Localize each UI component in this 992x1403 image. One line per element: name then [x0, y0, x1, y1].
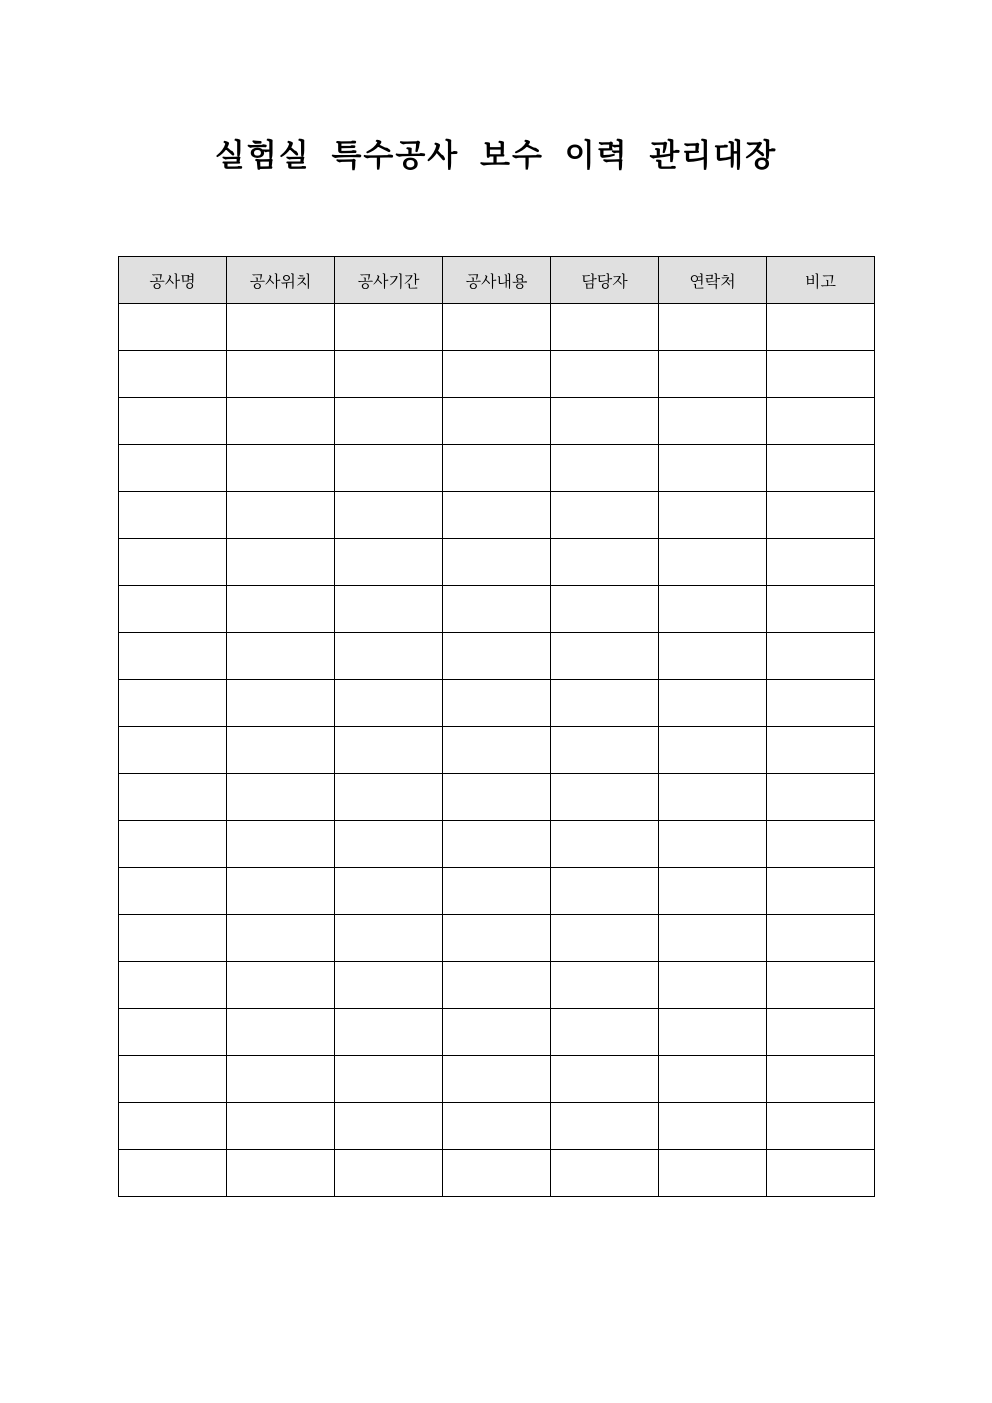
table-cell-remarks[interactable]	[767, 962, 875, 1009]
table-cell-description[interactable]	[443, 304, 551, 351]
table-cell-remarks[interactable]	[767, 1056, 875, 1103]
table-cell-period[interactable]	[335, 1056, 443, 1103]
table-cell-remarks[interactable]	[767, 868, 875, 915]
table-cell-remarks[interactable]	[767, 539, 875, 586]
table-cell-remarks[interactable]	[767, 304, 875, 351]
table-cell-manager[interactable]	[551, 586, 659, 633]
table-cell-contact[interactable]	[659, 868, 767, 915]
table-cell-description[interactable]	[443, 915, 551, 962]
table-cell-contact[interactable]	[659, 1009, 767, 1056]
table-cell-remarks[interactable]	[767, 351, 875, 398]
table-cell-period[interactable]	[335, 445, 443, 492]
table-cell-description[interactable]	[443, 1009, 551, 1056]
table-cell-location[interactable]	[227, 1103, 335, 1150]
table-cell-period[interactable]	[335, 492, 443, 539]
column-header-description: 공사내용	[443, 257, 551, 304]
table-cell-description[interactable]	[443, 680, 551, 727]
table-cell-manager[interactable]	[551, 915, 659, 962]
table-cell-period[interactable]	[335, 1150, 443, 1197]
table-row	[119, 915, 875, 962]
table-cell-construction-name[interactable]	[119, 1009, 227, 1056]
column-header-construction-name: 공사명	[119, 257, 227, 304]
table-cell-manager[interactable]	[551, 962, 659, 1009]
table-cell-location[interactable]	[227, 727, 335, 774]
table-cell-description[interactable]	[443, 586, 551, 633]
table-row	[119, 633, 875, 680]
table-row	[119, 821, 875, 868]
table-cell-construction-name[interactable]	[119, 915, 227, 962]
table-row	[119, 445, 875, 492]
table-cell-construction-name[interactable]	[119, 539, 227, 586]
table-row	[119, 868, 875, 915]
table-body	[119, 304, 875, 1197]
table-cell-construction-name[interactable]	[119, 445, 227, 492]
table-cell-construction-name[interactable]	[119, 586, 227, 633]
table-cell-contact[interactable]	[659, 821, 767, 868]
table-cell-description[interactable]	[443, 445, 551, 492]
table-cell-contact[interactable]	[659, 633, 767, 680]
table-cell-construction-name[interactable]	[119, 492, 227, 539]
table-header-row	[119, 257, 875, 304]
table-cell-location[interactable]	[227, 915, 335, 962]
table-row	[119, 492, 875, 539]
table-cell-manager[interactable]	[551, 868, 659, 915]
table-cell-contact[interactable]	[659, 680, 767, 727]
table-cell-location[interactable]	[227, 1056, 335, 1103]
table-cell-contact[interactable]	[659, 445, 767, 492]
table-cell-contact[interactable]	[659, 492, 767, 539]
table-cell-location[interactable]	[227, 774, 335, 821]
table-cell-contact[interactable]	[659, 774, 767, 821]
table-row	[119, 1150, 875, 1197]
table-cell-description[interactable]	[443, 868, 551, 915]
table-cell-period[interactable]	[335, 398, 443, 445]
table-cell-manager[interactable]	[551, 492, 659, 539]
table-cell-remarks[interactable]	[767, 1103, 875, 1150]
table-cell-manager[interactable]	[551, 445, 659, 492]
table-cell-contact[interactable]	[659, 915, 767, 962]
table-cell-construction-name[interactable]	[119, 868, 227, 915]
column-header-remarks: 비고	[767, 257, 875, 304]
table-cell-period[interactable]	[335, 915, 443, 962]
table-cell-construction-name[interactable]	[119, 304, 227, 351]
table-cell-contact[interactable]	[659, 1150, 767, 1197]
table-row	[119, 304, 875, 351]
table-row	[119, 1056, 875, 1103]
table-cell-description[interactable]	[443, 492, 551, 539]
page-title: 실험실 특수공사 보수 이력 관리대장	[214, 138, 778, 174]
table-cell-location[interactable]	[227, 304, 335, 351]
table-row	[119, 351, 875, 398]
table-cell-manager[interactable]	[551, 1056, 659, 1103]
table-cell-construction-name[interactable]	[119, 351, 227, 398]
table-cell-period[interactable]	[335, 868, 443, 915]
table-row	[119, 774, 875, 821]
table-cell-period[interactable]	[335, 586, 443, 633]
table-cell-description[interactable]	[443, 539, 551, 586]
table-cell-description[interactable]	[443, 398, 551, 445]
table-cell-contact[interactable]	[659, 398, 767, 445]
table-cell-contact[interactable]	[659, 351, 767, 398]
column-header-manager: 담당자	[551, 257, 659, 304]
table-cell-contact[interactable]	[659, 304, 767, 351]
table-cell-manager[interactable]	[551, 680, 659, 727]
maintenance-history-table	[118, 256, 875, 1197]
table-cell-remarks[interactable]	[767, 821, 875, 868]
table-cell-description[interactable]	[443, 821, 551, 868]
table-cell-location[interactable]	[227, 445, 335, 492]
table-cell-contact[interactable]	[659, 962, 767, 1009]
table-cell-location[interactable]	[227, 962, 335, 1009]
table-row	[119, 962, 875, 1009]
table-cell-description[interactable]	[443, 1056, 551, 1103]
table-cell-remarks[interactable]	[767, 774, 875, 821]
table-cell-location[interactable]	[227, 586, 335, 633]
table-cell-remarks[interactable]	[767, 633, 875, 680]
table-cell-period[interactable]	[335, 351, 443, 398]
table-cell-period[interactable]	[335, 539, 443, 586]
table-cell-remarks[interactable]	[767, 915, 875, 962]
table-cell-manager[interactable]	[551, 821, 659, 868]
table-cell-contact[interactable]	[659, 1056, 767, 1103]
table-cell-manager[interactable]	[551, 398, 659, 445]
table-cell-contact[interactable]	[659, 586, 767, 633]
table-cell-construction-name[interactable]	[119, 1150, 227, 1197]
table-cell-manager[interactable]	[551, 774, 659, 821]
column-header-location: 공사위치	[227, 257, 335, 304]
table-row	[119, 1009, 875, 1056]
table-cell-location[interactable]	[227, 539, 335, 586]
table-cell-manager[interactable]	[551, 1150, 659, 1197]
table-row	[119, 1103, 875, 1150]
table-cell-construction-name[interactable]	[119, 821, 227, 868]
table-row	[119, 539, 875, 586]
table-cell-description[interactable]	[443, 774, 551, 821]
table-cell-period[interactable]	[335, 680, 443, 727]
table-cell-manager[interactable]	[551, 539, 659, 586]
table-cell-construction-name[interactable]	[119, 1103, 227, 1150]
table-cell-description[interactable]	[443, 727, 551, 774]
table-cell-period[interactable]	[335, 727, 443, 774]
table-cell-description[interactable]	[443, 1103, 551, 1150]
table-cell-remarks[interactable]	[767, 445, 875, 492]
table-cell-remarks[interactable]	[767, 586, 875, 633]
table-cell-period[interactable]	[335, 1009, 443, 1056]
column-header-period: 공사기간	[335, 257, 443, 304]
table-cell-construction-name[interactable]	[119, 680, 227, 727]
table-cell-remarks[interactable]	[767, 680, 875, 727]
table-cell-description[interactable]	[443, 633, 551, 680]
table-cell-description[interactable]	[443, 1150, 551, 1197]
table-cell-location[interactable]	[227, 351, 335, 398]
table-cell-location[interactable]	[227, 868, 335, 915]
table-cell-period[interactable]	[335, 1103, 443, 1150]
column-header-contact: 연락처	[659, 257, 767, 304]
table-row	[119, 727, 875, 774]
table-cell-remarks[interactable]	[767, 1009, 875, 1056]
table-cell-construction-name[interactable]	[119, 633, 227, 680]
table-cell-location[interactable]	[227, 680, 335, 727]
table-cell-period[interactable]	[335, 633, 443, 680]
table-cell-description[interactable]	[443, 351, 551, 398]
table-cell-manager[interactable]	[551, 351, 659, 398]
table-cell-period[interactable]	[335, 821, 443, 868]
table-cell-location[interactable]	[227, 821, 335, 868]
table-cell-manager[interactable]	[551, 304, 659, 351]
table-cell-location[interactable]	[227, 1150, 335, 1197]
table-cell-location[interactable]	[227, 633, 335, 680]
table-cell-location[interactable]	[227, 492, 335, 539]
table-cell-construction-name[interactable]	[119, 398, 227, 445]
table-cell-remarks[interactable]	[767, 492, 875, 539]
table-cell-construction-name[interactable]	[119, 1056, 227, 1103]
table-cell-contact[interactable]	[659, 727, 767, 774]
table-cell-manager[interactable]	[551, 1009, 659, 1056]
table-cell-period[interactable]	[335, 774, 443, 821]
table-row	[119, 680, 875, 727]
table-cell-contact[interactable]	[659, 1103, 767, 1150]
table-cell-manager[interactable]	[551, 727, 659, 774]
table-cell-period[interactable]	[335, 304, 443, 351]
table-cell-remarks[interactable]	[767, 398, 875, 445]
table-cell-construction-name[interactable]	[119, 962, 227, 1009]
table-cell-construction-name[interactable]	[119, 727, 227, 774]
table-row	[119, 398, 875, 445]
table-cell-location[interactable]	[227, 1009, 335, 1056]
table-cell-manager[interactable]	[551, 1103, 659, 1150]
table-cell-manager[interactable]	[551, 633, 659, 680]
table-cell-remarks[interactable]	[767, 1150, 875, 1197]
table-cell-period[interactable]	[335, 962, 443, 1009]
table-cell-remarks[interactable]	[767, 727, 875, 774]
table-row	[119, 586, 875, 633]
table-cell-contact[interactable]	[659, 539, 767, 586]
table-cell-description[interactable]	[443, 962, 551, 1009]
table-cell-location[interactable]	[227, 398, 335, 445]
table-cell-construction-name[interactable]	[119, 774, 227, 821]
